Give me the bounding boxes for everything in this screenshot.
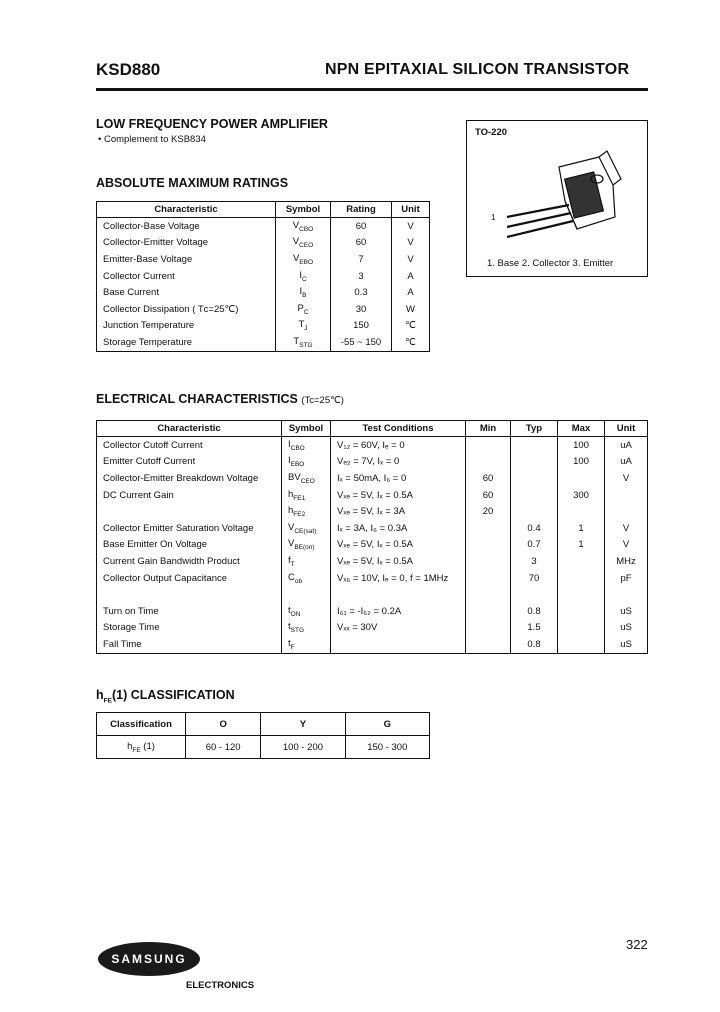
col-characteristic: Characteristic [97, 202, 276, 218]
abs-symbol: $V_{EBO}$ [276, 251, 331, 268]
abs-characteristic: Junction Temperature [97, 318, 276, 335]
abs-rating: 7 [331, 251, 392, 268]
elec-typ [511, 454, 558, 471]
abs-rating: 60 [331, 235, 392, 252]
abs-characteristic: Collector-Base Voltage [97, 218, 276, 235]
abs-max-row [97, 251, 430, 268]
elec-symbol-sub: CEO [300, 477, 315, 485]
elec-characteristic: Base Emitter On Voltage [97, 537, 282, 554]
elec-min [466, 553, 511, 570]
elec-min: 60 [466, 470, 511, 487]
elec-unit: V [605, 520, 648, 537]
abs-symbol-sub: EBO [299, 258, 314, 266]
classification-table [96, 712, 430, 759]
ecol-symbol: Symbol [282, 421, 331, 437]
elec-symbol: $t_F$ [282, 636, 331, 653]
abs-max-row [97, 268, 430, 285]
abs-max-row [97, 318, 430, 335]
elec-symbol-sub: EBO [290, 461, 305, 469]
elec-unit: uS [605, 603, 648, 620]
elec-unit: V [605, 537, 648, 554]
elec-min [466, 454, 511, 471]
elec-condition: (Tc=25℃) [301, 395, 344, 406]
elec-symbol-sub: ON [290, 610, 301, 618]
abs-max-row [97, 301, 430, 318]
classification-row [97, 736, 430, 759]
elec-typ [511, 503, 558, 520]
elec-characteristic: Collector-Emitter Breakdown Voltage [97, 470, 282, 487]
elec-symbol-sub: CBO [290, 444, 305, 452]
elec-symbol: $t_{STG}$ [282, 620, 331, 637]
elec-symbol: $I_{CBO}$ [282, 437, 331, 454]
elec-test-condition: Vₓ₆ = 10V, Iₑ = 0, f = 1MHz [331, 570, 466, 587]
elec-row [97, 503, 648, 520]
elec-typ: 0.4 [511, 520, 558, 537]
abs-symbol-sub: CEO [299, 242, 314, 250]
elec-max [558, 586, 605, 603]
abs-symbol: $T_{STG}$ [276, 334, 331, 351]
abs-unit: V [392, 251, 430, 268]
elec-symbol: $I_{EBO}$ [282, 454, 331, 471]
elec-test-condition [331, 636, 466, 653]
class-row-label: $h_{FE}$ (1) [97, 736, 186, 759]
abs-characteristic: Collector Current [97, 268, 276, 285]
elec-min [466, 570, 511, 587]
elec-row [97, 586, 648, 603]
elec-symbol-sub: T [290, 560, 295, 568]
abs-symbol-sub: CBO [299, 225, 314, 233]
elec-unit: uA [605, 454, 648, 471]
intro-heading: LOW FREQUENCY POWER AMPLIFIER [96, 117, 328, 131]
elec-typ: 0.8 [511, 636, 558, 653]
elec-min [466, 636, 511, 653]
abs-symbol-sub: C [303, 308, 309, 316]
elec-typ: 0.7 [511, 537, 558, 554]
elec-max [558, 620, 605, 637]
elec-test-condition: Iₓ = 50mA, I₆ = 0 [331, 470, 466, 487]
ecol-typ: Typ [511, 421, 558, 437]
elec-typ [511, 470, 558, 487]
elec-test-condition [331, 586, 466, 603]
elec-symbol-sub: ob [294, 577, 303, 585]
elec-typ: 1.5 [511, 620, 558, 637]
abs-symbol: $I_B$ [276, 284, 331, 301]
elec-symbol: $BV_{CEO}$ [282, 470, 331, 487]
elec-test-condition: Vₓₑ = 5V, Iₓ = 0.5A [331, 537, 466, 554]
elec-min [466, 537, 511, 554]
elec-min: 60 [466, 487, 511, 504]
class-value-y: 100 - 200 [261, 736, 345, 759]
elec-max: 1 [558, 520, 605, 537]
elec-heading [96, 392, 344, 406]
elec-unit [605, 487, 648, 504]
elec-typ [511, 437, 558, 454]
elec-max [558, 553, 605, 570]
elec-max: 100 [558, 437, 605, 454]
elec-characteristic: Turn on Time [97, 603, 282, 620]
elec-symbol: $h_{FE2}$ [282, 503, 331, 520]
elec-symbol-sub: FE2 [293, 511, 306, 519]
part-number: KSD880 [96, 60, 161, 79]
ccol-classification: Classification [97, 713, 186, 736]
abs-characteristic: Collector-Emitter Voltage [97, 235, 276, 252]
elec-test-condition: Vₓₑ = 5V, Iₓ = 0.5A [331, 487, 466, 504]
elec-test-condition: I₆₁ = -I₆₂ = 0.2A [331, 603, 466, 620]
elec-characteristic: Collector Output Capacitance [97, 570, 282, 587]
elec-max: 100 [558, 454, 605, 471]
elec-test-condition: Vₓₑ = 5V, Iₓ = 3A [331, 503, 466, 520]
package-name: TO-220 [475, 127, 508, 138]
elec-test-condition: Vₓₑ = 5V, Iₓ = 0.5A [331, 553, 466, 570]
abs-rating: 60 [331, 218, 392, 235]
elec-typ: 0.8 [511, 603, 558, 620]
samsung-logo [97, 940, 201, 978]
elec-characteristic: Fall Time [97, 636, 282, 653]
pin-caption: 1. Base 2. Collector 3. Emitter [487, 258, 614, 269]
abs-unit: V [392, 235, 430, 252]
abs-max-row [97, 235, 430, 252]
abs-symbol: $T_J$ [276, 318, 331, 335]
abs-characteristic: Storage Temperature [97, 334, 276, 351]
elec-symbol: $t_{ON}$ [282, 603, 331, 620]
abs-max-row [97, 334, 430, 351]
elec-unit: MHz [605, 553, 648, 570]
abs-unit: V [392, 218, 430, 235]
elec-unit: uA [605, 437, 648, 454]
abs-max-row [97, 284, 430, 301]
header-rule [96, 88, 648, 91]
elec-row [97, 636, 648, 653]
elec-unit: V [605, 470, 648, 487]
abs-characteristic: Collector Dissipation ( Tс=25℃) [97, 301, 276, 318]
abs-characteristic: Base Current [97, 284, 276, 301]
elec-max [558, 503, 605, 520]
abs-rating: 3 [331, 268, 392, 285]
elec-typ [511, 586, 558, 603]
abs-symbol-sub: J [304, 325, 308, 333]
elec-symbol-sub: FE1 [293, 494, 306, 502]
to220-drawing [487, 143, 627, 253]
elec-symbol: $V_{BE(on)}$ [282, 537, 331, 554]
elec-row [97, 603, 648, 620]
elec-test-condition: V₁₂ = 60V, Iₑ = 0 [331, 437, 466, 454]
abs-symbol: $V_{CEO}$ [276, 235, 331, 252]
elec-row [97, 487, 648, 504]
elec-row [97, 570, 648, 587]
abs-rating: 0.3 [331, 284, 392, 301]
elec-typ: 3 [511, 553, 558, 570]
complement-note: • Complement to KSB834 [98, 134, 206, 145]
abs-characteristic: Emitter-Base Voltage [97, 251, 276, 268]
elec-max: 1 [558, 537, 605, 554]
class-heading-h: h [96, 688, 104, 702]
elec-min [466, 586, 511, 603]
elec-characteristic: Collector Cutoff Current [97, 437, 282, 454]
elec-heading-text: ELECTRICAL CHARACTERISTICS [96, 392, 298, 406]
elec-unit: pF [605, 570, 648, 587]
elec-symbol-sub: STG [290, 627, 305, 635]
col-rating: Rating [331, 202, 392, 218]
abs-symbol-sub: C [301, 275, 307, 283]
elec-test-condition: Iₓ = 3A, I₆ = 0.3A [331, 520, 466, 537]
elec-symbol-sub: F [290, 643, 295, 651]
elec-characteristic [97, 586, 282, 603]
class-heading-sub: FE [103, 697, 112, 705]
page-number: 322 [626, 937, 648, 952]
elec-table [96, 420, 648, 654]
abs-symbol-sub: B [302, 292, 307, 300]
elec-max [558, 570, 605, 587]
elec-characteristic: Storage Time [97, 620, 282, 637]
logo-text: SAMSUNG [111, 952, 187, 966]
elec-unit: uS [605, 636, 648, 653]
class-value-o: 60 - 120 [186, 736, 261, 759]
elec-min [466, 620, 511, 637]
ccol-y: Y [261, 713, 345, 736]
elec-row [97, 537, 648, 554]
elec-unit [605, 586, 648, 603]
elec-characteristic: DC Current Gain [97, 487, 282, 504]
elec-characteristic: Current Gain Bandwidth Product [97, 553, 282, 570]
abs-unit: A [392, 284, 430, 301]
elec-characteristic: Collector Emitter Saturation Voltage [97, 520, 282, 537]
elec-symbol [282, 586, 331, 603]
elec-unit [605, 503, 648, 520]
elec-symbol: $f_T$ [282, 553, 331, 570]
elec-symbol-sub: CE(sat) [294, 527, 317, 535]
ecol-characteristic: Characteristic [97, 421, 282, 437]
abs-rating: 150 [331, 318, 392, 335]
abs-max-row [97, 218, 430, 235]
abs-unit: W [392, 301, 430, 318]
abs-unit: ℃ [392, 318, 430, 335]
abs-symbol: $P_C$ [276, 301, 331, 318]
package-box [466, 120, 648, 277]
elec-max [558, 470, 605, 487]
elec-symbol: $h_{FE1}$ [282, 487, 331, 504]
ecol-min: Min [466, 421, 511, 437]
ccol-g: G [345, 713, 429, 736]
abs-rating: 30 [331, 301, 392, 318]
class-heading-rest: (1) CLASSIFICATION [111, 688, 235, 702]
elec-row [97, 553, 648, 570]
elec-min [466, 520, 511, 537]
col-unit: Unit [392, 202, 430, 218]
elec-row [97, 437, 648, 454]
elec-characteristic [97, 503, 282, 520]
elec-symbol: $V_{CE(sat)}$ [282, 520, 331, 537]
elec-unit: uS [605, 620, 648, 637]
abs-unit: ℃ [392, 334, 430, 351]
ccol-o: O [186, 713, 261, 736]
elec-row [97, 470, 648, 487]
ecol-unit: Unit [605, 421, 648, 437]
col-symbol: Symbol [276, 202, 331, 218]
elec-characteristic: Emitter Cutoff Current [97, 454, 282, 471]
elec-test-condition: Vₓₓ = 30V [331, 620, 466, 637]
elec-row [97, 520, 648, 537]
abs-max-table [96, 201, 430, 352]
elec-typ: 70 [511, 570, 558, 587]
abs-symbol-sub: STG [299, 341, 313, 349]
ecol-max: Max [558, 421, 605, 437]
elec-max [558, 603, 605, 620]
elec-symbol-sub: BE(on) [294, 544, 315, 552]
elec-max [558, 636, 605, 653]
elec-row [97, 620, 648, 637]
division-label: ELECTRONICS [186, 980, 255, 991]
elec-min [466, 437, 511, 454]
abs-rating: -55 ~ 150 [331, 334, 392, 351]
abs-symbol: $I_C$ [276, 268, 331, 285]
elec-min: 20 [466, 503, 511, 520]
abs-unit: A [392, 268, 430, 285]
elec-min [466, 603, 511, 620]
elec-max: 300 [558, 487, 605, 504]
ecol-test-conditions: Test Conditions [331, 421, 466, 437]
elec-row [97, 454, 648, 471]
class-value-g: 150 - 300 [345, 736, 429, 759]
abs-max-heading: ABSOLUTE MAXIMUM RATINGS [96, 176, 289, 190]
classification-heading [96, 688, 235, 705]
elec-test-condition: Vₑ₂ = 7V, Iₓ = 0 [331, 454, 466, 471]
document-title: NPN EPITAXIAL SILICON TRANSISTOR [325, 61, 630, 78]
pin-1-label: 1 [491, 213, 496, 222]
abs-symbol: $V_{CBO}$ [276, 218, 331, 235]
elec-symbol: $C_{ob}$ [282, 570, 331, 587]
elec-typ [511, 487, 558, 504]
